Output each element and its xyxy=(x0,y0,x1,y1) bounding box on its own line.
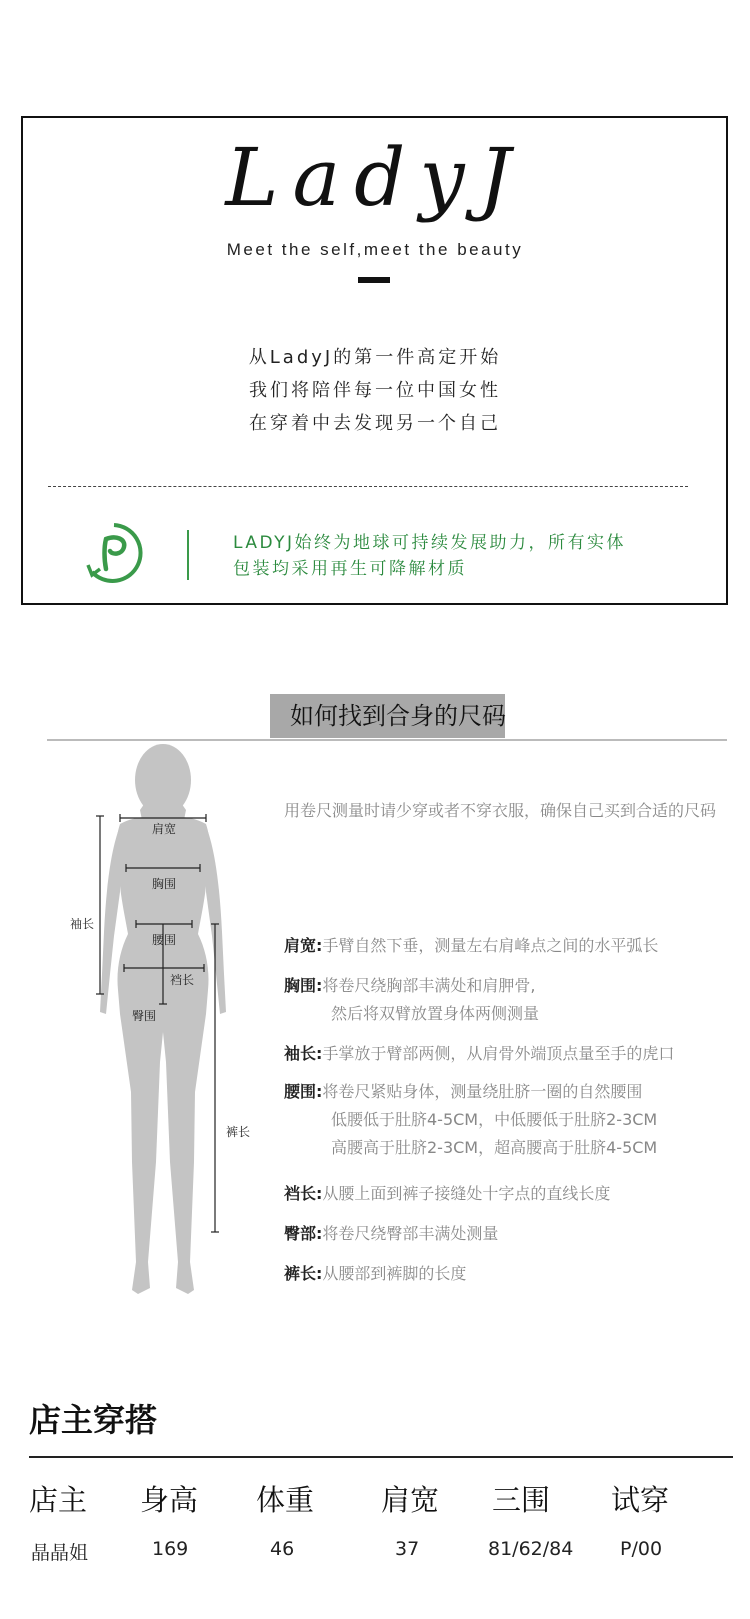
measure-text: 将卷尺绕胸部丰满处和肩胛骨, xyxy=(322,976,536,995)
measure-item-waist xyxy=(284,1081,642,1103)
table-cell-measurements: 81/62/84 xyxy=(488,1538,574,1560)
outfit-rule xyxy=(29,1456,733,1458)
table-header-size: 试穿 xyxy=(611,1483,670,1517)
dashed-divider xyxy=(48,486,688,487)
measure-text-cont: 低腰低于肚脐4-5CM，中低腰低于肚脐2-3CM xyxy=(331,1110,658,1129)
table-header-weight: 体重 xyxy=(256,1483,315,1517)
figure-label-shoulder: 肩宽 xyxy=(152,822,177,836)
figure-label-trouser: 裤长 xyxy=(226,1125,251,1139)
measure-text-cont: 然后将双臂放置身体两侧测量 xyxy=(331,1004,540,1023)
measure-label: 臀部: xyxy=(284,1224,323,1243)
measure-label: 肩宽: xyxy=(284,936,323,955)
figure-label-crotch: 裆长 xyxy=(170,973,195,987)
table-cell-height: 169 xyxy=(152,1538,189,1560)
brand-slogan: Meet the self,meet the beauty xyxy=(226,240,524,259)
eco-text-line-1: LADYJ始终为地球可持续发展助力，所有实体 xyxy=(233,533,627,553)
table-cell-weight: 46 xyxy=(270,1538,295,1560)
recycle-p-icon xyxy=(82,521,146,585)
table-header-shoulder: 肩宽 xyxy=(381,1483,440,1517)
figure-label-waist: 腰围 xyxy=(152,933,177,947)
brand-divider-bar xyxy=(358,277,390,283)
intro-line-1: 从LadyJ的第一件高定开始 xyxy=(248,347,502,368)
eco-divider xyxy=(187,530,189,580)
table-header-measurements: 三围 xyxy=(492,1483,551,1517)
measure-label: 裆长: xyxy=(284,1184,323,1203)
measure-item-crotch xyxy=(284,1183,610,1205)
measure-item-sleeve xyxy=(284,1043,674,1065)
measure-text: 将卷尺绕臀部丰满处测量 xyxy=(322,1224,499,1243)
size-guide-title: 如何找到合身的尺码 xyxy=(290,702,506,730)
measure-text: 将卷尺紧贴身体，测量绕肚脐一圈的自然腰围 xyxy=(322,1082,643,1101)
measure-text-cont: 高腰高于肚脐2-3CM，超高腰高于肚脐4-5CM xyxy=(331,1138,658,1157)
table-cell-shoulder: 37 xyxy=(395,1538,420,1560)
measure-label: 裤长: xyxy=(284,1264,323,1283)
figure-label-bust: 胸围 xyxy=(152,877,177,891)
measure-label: 腰围: xyxy=(284,1082,323,1101)
eco-text-line-2: 包装均采用再生可降解材质 xyxy=(233,559,467,579)
measure-text: 从腰上面到裤子接缝处十字点的直线长度 xyxy=(322,1184,611,1203)
table-cell-size: P/00 xyxy=(620,1538,663,1560)
figure-label-sleeve: 袖长 xyxy=(70,917,95,931)
size-guide-hint: 用卷尺测量时请少穿或者不穿衣服，确保自己买到合适的尺码 xyxy=(284,801,717,820)
intro-line-3: 在穿着中去发现另一个自己 xyxy=(249,413,501,434)
figure-label-hip: 臀围 xyxy=(132,1009,157,1023)
measure-item-shoulder xyxy=(284,935,658,957)
measure-item-bust xyxy=(284,975,536,997)
measure-item-hip xyxy=(284,1223,498,1245)
size-guide-rule xyxy=(47,739,727,741)
intro-line-2: 我们将陪伴每一位中国女性 xyxy=(249,380,501,401)
measure-label: 袖长: xyxy=(284,1044,323,1063)
measure-text: 从腰部到裤脚的长度 xyxy=(322,1264,467,1283)
measure-label: 胸围: xyxy=(284,976,323,995)
table-header-height: 身高 xyxy=(140,1483,199,1517)
table-cell-owner: 晶晶姐 xyxy=(31,1542,89,1564)
measure-item-trouser xyxy=(284,1263,466,1285)
outfit-section-title: 店主穿搭 xyxy=(29,1401,158,1439)
measure-text: 手掌放于臂部两侧，从肩骨外端顶点量至手的虎口 xyxy=(322,1044,675,1063)
table-header-owner: 店主 xyxy=(29,1483,88,1517)
brand-logo-text: LadyJ xyxy=(225,131,525,224)
measure-text: 手臂自然下垂，测量左右肩峰点之间的水平弧长 xyxy=(322,936,659,955)
